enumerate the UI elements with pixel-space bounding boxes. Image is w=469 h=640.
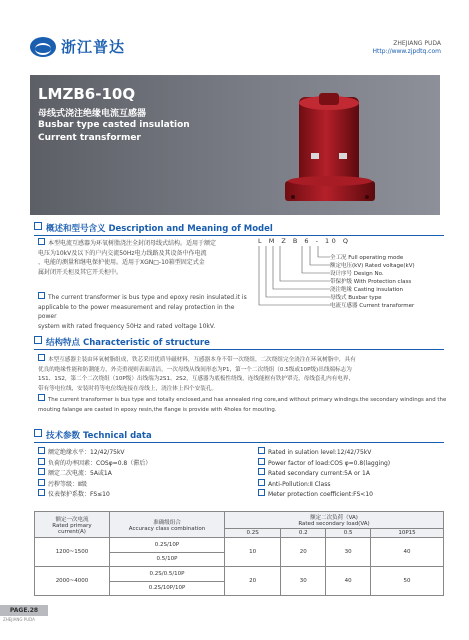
bullet-box-icon	[38, 238, 45, 245]
table-cell: 20	[281, 538, 326, 567]
spec-item: Rated secondary current:5A or 1A	[258, 468, 390, 479]
spec-item: Power factor of load:COS φ=0.8(lagging)	[258, 458, 390, 469]
model-meaning-item: 浇注绝缘 Casting insulation	[330, 287, 404, 293]
company-name-en: ZHEJIANG PUDA	[393, 40, 441, 47]
technical-data-table	[34, 511, 444, 596]
model-code: L M Z B 6 - 10 Q	[258, 237, 351, 245]
section-box-icon	[34, 429, 42, 437]
logo-text: 浙江普达	[61, 38, 126, 56]
hero-banner	[30, 75, 440, 215]
header-secondary-load: 额定二次负荷（VA) Rated secondary load(VA)	[225, 512, 444, 529]
spec-item: Meter protection coefficient:FS<10	[258, 489, 390, 500]
section-box-icon	[34, 222, 42, 230]
model-meaning-item: 设计序号 Design No.	[330, 271, 384, 277]
description-en: The current transformer is bus type and epoxy resin insulated.it is applicable to the power measurement and relay protection in the power system with rated frequency 50Hz and rated voltage 10kV.	[38, 294, 247, 330]
description-cn: 本型电流互感器为环氧树脂浇注全封闭母线式结构。适用于额定 电压为10kV及以下的户内交流50Hz电力线路及其设备中作电流 、电能的测量和继电保护使用。适用于XGN□-10箱型固定式金 属封闭开关柜及其它开关柜中。	[38, 240, 217, 276]
company-logo	[30, 36, 125, 57]
logo-icon	[30, 37, 56, 57]
bullet-box-icon	[258, 458, 265, 465]
structure-en: The current transformer is bus type and totally enclosed,and has annealed ring core,and without primary windings.the secondary windings and the mouting falange are casted in epoxy resin,the flange is provide with 4holes for mouting.	[38, 394, 448, 415]
table-cell: 50	[371, 567, 444, 596]
company-url[interactable]: Http://www.zjpdtq.com	[372, 48, 441, 55]
product-subtitle-en1: Busbar type casted insulation	[38, 120, 190, 130]
bullet-box-icon	[38, 292, 45, 299]
model-code-leader-lines	[258, 246, 332, 312]
spec-item: 额定绝缘水平：12/42/75kV	[38, 447, 151, 458]
model-meaning-list	[330, 254, 415, 310]
page-header	[0, 0, 469, 70]
subheader-cell: 0.2	[281, 529, 326, 538]
spec-item: Rated in sulation level:12/42/75kV	[258, 447, 390, 458]
bullet-box-icon	[38, 479, 45, 486]
footer-company: ZHEJIANG PUDA	[3, 617, 35, 622]
header-contact	[373, 40, 441, 56]
bullet-box-icon	[258, 479, 265, 486]
bullet-box-icon	[38, 468, 45, 475]
bullet-box-icon	[258, 468, 265, 475]
table-cell: 40	[326, 567, 371, 596]
product-title: LMZB6-10Q	[38, 85, 136, 103]
tech-spec-en	[258, 447, 390, 500]
table-cell: 10	[225, 538, 281, 567]
table-cell: 40	[371, 538, 444, 567]
header-accuracy-class: 准确级组合 Accuracy class combination	[110, 512, 225, 538]
section-technical-title: 技术参数 Technical data	[34, 429, 444, 443]
table-header-row	[35, 512, 444, 529]
section-structure-title: 结构特点 Characteristic of structure	[34, 336, 444, 350]
bullet-box-icon	[38, 458, 45, 465]
table-cell-current: 1200~1500	[35, 538, 110, 567]
table-cell-combo: 0.2S/0.5/10P	[110, 567, 225, 582]
spec-item: 仪表保护系数：FS≤10	[38, 489, 151, 500]
model-meaning-item: 额定电压(kV) Rated voltage(kV)	[330, 263, 415, 269]
model-meaning-item: 电流互感器 Current transformer	[330, 303, 415, 309]
page-number: PAGE.28	[0, 605, 48, 616]
spec-item: 额定二次电流：5A或1A	[38, 468, 151, 479]
model-meaning-item: 母线式 Busbar type	[330, 295, 382, 301]
table-cell: 30	[326, 538, 371, 567]
table-cell-combo: 0.2S/10P	[110, 538, 225, 553]
table-row	[35, 567, 444, 582]
table-cell-combo: 0.2S/10P/10P	[110, 581, 225, 596]
header-primary-current: 额定一次电流 Rated primary current(A)	[35, 512, 110, 538]
spec-item: Anti-Pollution:Ⅱ Class	[258, 479, 390, 490]
transformer-product-image	[275, 93, 385, 211]
bullet-box-icon	[38, 394, 45, 401]
bullet-box-icon	[38, 447, 45, 454]
spec-item: 负荷的功率因素：COSφ=0.8（滞后）	[38, 458, 151, 469]
subheader-cell: 10P15	[371, 529, 444, 538]
subheader-cell: 0.5	[326, 529, 371, 538]
structure-cn: 本型互感器主装由环氧树脂组成，铁芯采用优质导磁材料，互感器本身不带一次绕组，二次绕组完全浇注在环氧树脂中，具有 优良的绝缘性能和防潮能力，外壳重视则表面清洁，一次母线从线间形态为P1，第一个二次绕组（0.5级或10P级)出线端标志为 1S1、1S2，第二个二次绕组（10P级）出线端为2S1、2S2，互感器为底板性绕线，连线能框有铁护罩壳，母线套孔内有电界， 带有等电位线，安装时将等电位线连接在母线上，浇注体上四个安装孔。	[38, 354, 448, 394]
product-subtitle-en2: Current transformer	[38, 133, 141, 143]
bullet-box-icon	[38, 489, 45, 496]
table-row	[35, 538, 444, 553]
product-subtitle-cn: 母线式浇注绝缘电流互感器	[38, 109, 147, 119]
bullet-box-icon	[258, 447, 265, 454]
section-description-title: 概述和型号含义 Description and Meaning of Model	[34, 222, 444, 236]
subheader-cell: 0.2S	[225, 529, 281, 538]
table-cell-combo: 0.5/10P	[110, 552, 225, 567]
model-meaning-item: 全工况 Full operating mode	[330, 255, 404, 261]
table-cell: 20	[225, 567, 281, 596]
section-box-icon	[34, 336, 42, 344]
table-cell-current: 2000~4000	[35, 567, 110, 596]
spec-item: 污秽等级：Ⅱ级	[38, 479, 151, 490]
model-meaning-item: 带保护级 With Protection class	[330, 279, 412, 285]
table-cell: 30	[281, 567, 326, 596]
tech-spec-cn	[38, 447, 151, 500]
bullet-box-icon	[38, 354, 45, 361]
bullet-box-icon	[258, 489, 265, 496]
